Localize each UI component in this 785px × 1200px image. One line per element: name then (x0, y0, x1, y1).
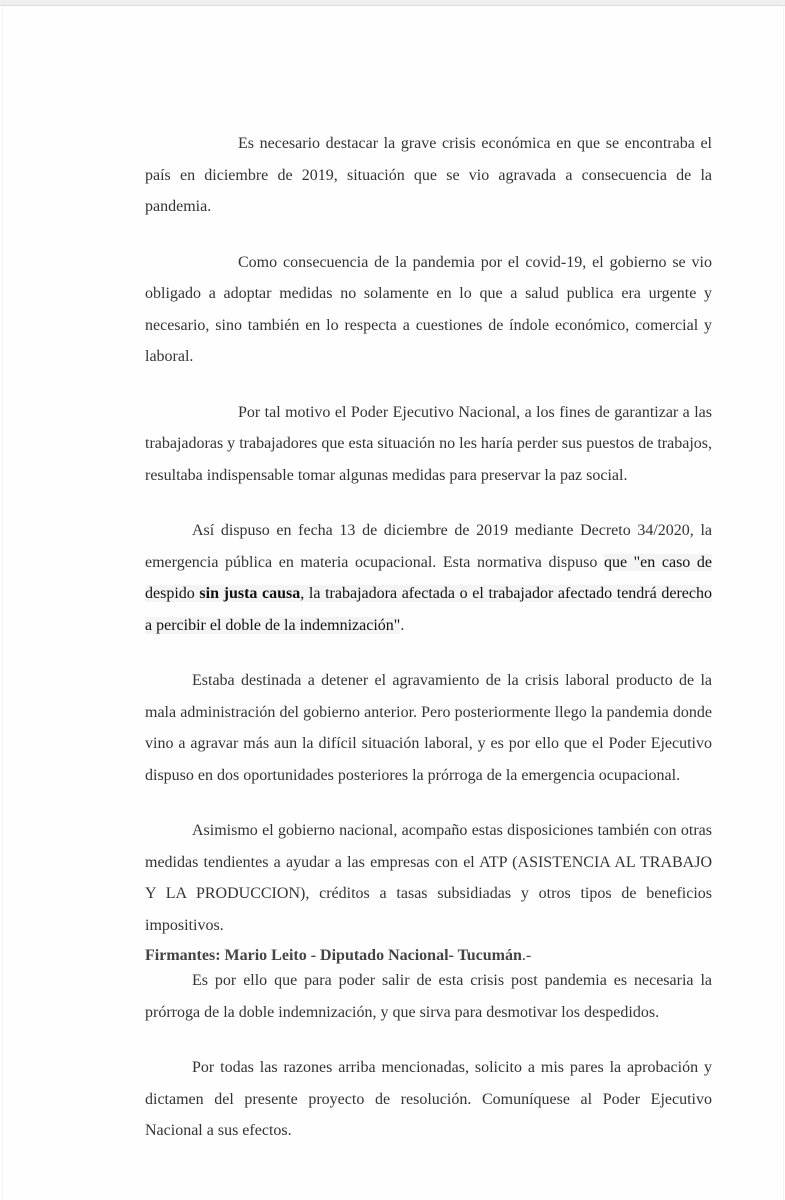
decree-quote-bold: sin justa causa (199, 585, 301, 602)
decree-after-text: . (400, 616, 405, 634)
paragraph-decree (145, 515, 712, 641)
paragraph-post-pandemic: Es por ello que para poder salir de esta crisis post pandemia es necesaria la prórroga de la doble indemnización, y que sirva para desmotivar los despedidos. (145, 972, 712, 1021)
paragraph-crisis: Es necesario destacar la grave crisis económica en que se encontraba el país en diciembre de 2019, situación que se vio agravada a consecuencia de la pandemia. (145, 135, 712, 215)
signers-label: Firmantes: Mario Leito - Diputado Nacional- Tucumán (145, 947, 522, 964)
decree-intro-text: Así dispuso en fecha 13 de diciembre de 2019 mediante Decreto 34/2020, la emergencia pública en materia ocupacional. Esta normativa dispuso (145, 522, 712, 571)
paragraph-closing: Por todas las razones arriba mencionadas, solicito a mis pares la aprobación y dictamen del presente proyecto de resolución. Comuníquese al Poder Ejecutivo Nacional a sus efectos. (145, 1059, 712, 1139)
decree-quote-start: que "en caso de despido (145, 553, 712, 602)
paragraph-executive-motive: Por tal motivo el Poder Ejecutivo Nacional, a los fines de garantizar a las trabajadoras y trabajadores que esta situación no les haría perder sus puestos de trabajos, resultaba indispensable tomar algunas medidas para preservar la paz social. (145, 403, 712, 484)
signers-suffix: .- (521, 947, 532, 964)
paragraph-extension: Estaba destinada a detener el agravamiento de la crisis laboral producto de la mala administración del gobierno anterior. Pero posteriormente llego la pandemia donde vino a agravar más aun la difícil situación laboral, y es por ello que el Poder Ejecutivo dispuso en dos oportunidades posteriores la prórroga de la emergencia ocupacional. (145, 672, 712, 784)
signers-line (145, 945, 531, 967)
document-body (145, 128, 712, 1171)
decree-quote-end: , la trabajadora afectada o el trabajador afectado tendrá derecho a percibir el doble de la indemnización" (145, 585, 713, 634)
paragraph-atp: Asimismo el gobierno nacional, acompaño estas disposiciones también con otras medidas tendientes a ayudar a las empresas con el ATP (ASISTENCIA AL TRABAJO Y LA PRODUCCION), créditos a tasas subsidiadas y otros tipos de beneficios impositivos. (145, 822, 712, 934)
paragraph-covid-measures: Como consecuencia de la pandemia por el covid-19, el gobierno se vio obligado a adoptar medidas no solamente en lo que a salud publica era urgente y necesario, sino también en lo respecta a cuestiones de índole económico, comercial y laboral. (145, 253, 712, 365)
